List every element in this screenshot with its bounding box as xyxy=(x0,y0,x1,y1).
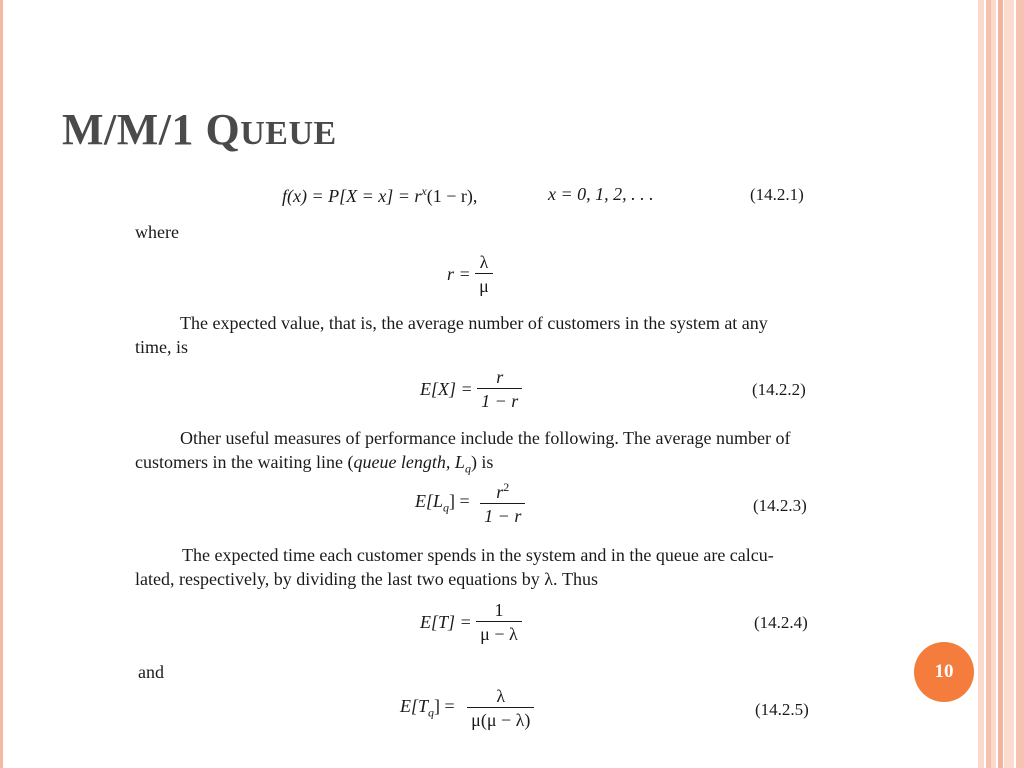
eq5-numerator: λ xyxy=(496,686,506,706)
eq4-fraction xyxy=(476,600,522,645)
eq2-fraction xyxy=(477,367,522,412)
eq2-numerator: r xyxy=(496,367,504,387)
equation-14-2-4 xyxy=(420,600,522,645)
eq-number-14-2-2: (14.2.2) xyxy=(752,380,806,399)
equation-14-2-2 xyxy=(420,367,522,412)
eq-number-14-2-4: (14.2.4) xyxy=(754,613,808,632)
right-stripe xyxy=(1016,0,1024,768)
eq3-fraction xyxy=(480,480,525,527)
left-border xyxy=(0,0,3,768)
page-number-badge xyxy=(914,642,974,702)
eq-number-14-2-3: (14.2.3) xyxy=(753,496,807,515)
eq1-sup: x xyxy=(421,184,427,198)
eq1-lhs: f(x) = P[X = x] = r xyxy=(282,186,422,206)
eq3-num-base: r xyxy=(496,482,504,502)
equation-14-2-3 xyxy=(415,480,525,527)
eq2-lhs: E[X] = xyxy=(420,379,473,399)
r-definition xyxy=(447,252,493,297)
right-stripe xyxy=(978,0,984,768)
eq3-num-sup: 2 xyxy=(503,480,510,494)
and-text: and xyxy=(138,662,164,682)
page-number: 10 xyxy=(934,661,954,682)
r-fraction xyxy=(475,252,493,297)
paragraph-2-line-1: Other useful measures of performance include the following. The average number of xyxy=(180,428,791,448)
eq1-condition xyxy=(548,184,654,205)
right-stripe xyxy=(998,0,1003,768)
r-def-lhs: r = xyxy=(447,264,471,284)
eq1-rhs: (1 − r), xyxy=(426,186,478,206)
eq5-lhs-b: ] = xyxy=(434,696,455,717)
eq3-lhs xyxy=(415,491,470,516)
title-main: M/M/1 Q xyxy=(62,105,241,154)
eq3-lhs-b: ] = xyxy=(449,491,470,512)
eq3-lhs-a: E[L xyxy=(415,491,444,512)
eq1-cond: x = 0, 1, 2, . . . xyxy=(548,184,654,204)
r-numerator: λ xyxy=(479,252,489,272)
eq4-numerator: 1 xyxy=(494,600,504,620)
r-denominator: μ xyxy=(475,273,493,297)
para2-italic: queue length, L xyxy=(353,452,465,472)
eq5-lhs-a: E[T xyxy=(400,696,429,717)
eq3-lhs-sub: q xyxy=(443,500,450,515)
paragraph-2-line-2 xyxy=(135,452,493,477)
equation-14-2-5 xyxy=(400,686,534,731)
eq4-lhs: E[T] = xyxy=(420,612,472,632)
paragraph-3-line-1: The expected time each customer spends in the system and in the queue are calcu- xyxy=(182,545,774,565)
para2-text-a: customers in the waiting line ( xyxy=(135,452,354,472)
para2-sub: q xyxy=(464,461,471,476)
paragraph-3-line-2: lated, respectively, by dividing the last two equations by λ. Thus xyxy=(135,569,598,589)
eq5-fraction xyxy=(467,686,534,731)
eq-number-14-2-5: (14.2.5) xyxy=(755,700,809,719)
paragraph-1-line-1: The expected value, that is, the average number of customers in the system at any xyxy=(180,313,768,333)
eq-number-14-2-1: (14.2.1) xyxy=(750,185,804,204)
equation-14-2-1 xyxy=(282,184,477,207)
eq4-denominator: μ − λ xyxy=(476,621,522,645)
eq3-numerator xyxy=(480,480,525,503)
eq5-lhs xyxy=(400,696,455,721)
para2-text-b: ) is xyxy=(470,452,494,472)
eq5-denominator: μ(μ − λ) xyxy=(467,707,534,731)
eq3-denominator: 1 − r xyxy=(480,503,525,527)
right-stripe xyxy=(1004,0,1014,768)
eq2-denominator: 1 − r xyxy=(477,388,522,412)
title-smallcaps: UEUE xyxy=(240,115,337,152)
slide-title xyxy=(62,104,337,155)
paragraph-1-line-2: time, is xyxy=(135,337,188,357)
where-text: where xyxy=(135,222,179,242)
eq5-lhs-sub: q xyxy=(428,705,435,720)
right-stripe xyxy=(991,0,996,768)
